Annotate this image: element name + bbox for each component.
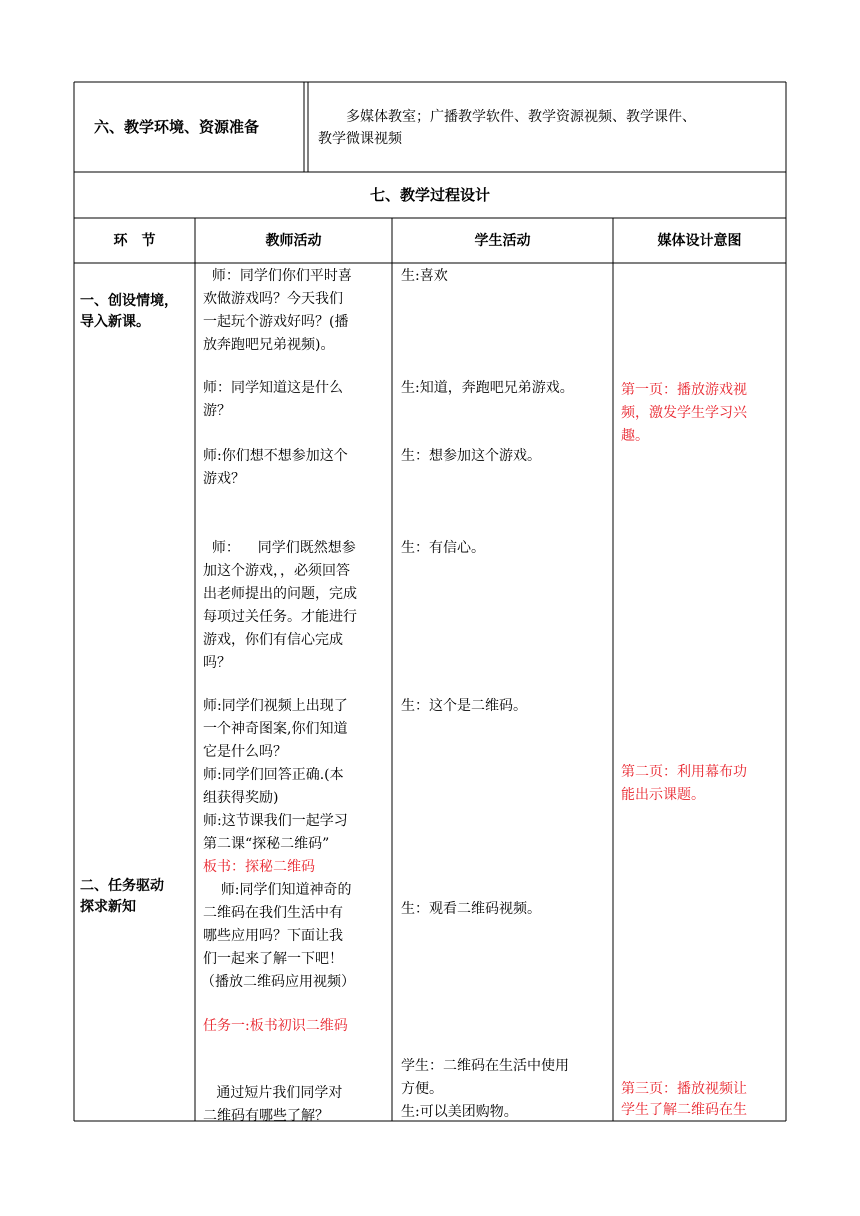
teacher-p8-line-1: 通过短片我们同学对 xyxy=(203,1085,343,1101)
teacher-p6-line-1: 师:同学们知道神奇的 xyxy=(203,882,352,898)
teacher-p1-line-2: 欢做游戏吗？今天我们 xyxy=(203,291,343,307)
teacher-p1-line-1: 师：同学们你们平时喜 xyxy=(203,268,352,284)
teacher-p5-line-1: 师:同学们视频上出现了 xyxy=(203,698,348,714)
teacher-p5-line-3: 它是什么吗？ xyxy=(203,744,287,760)
teacher-p5-line-6: 师:这节课我们一起学习 xyxy=(203,813,348,829)
teacher-p8-line-2: 二维码有哪些了解？ xyxy=(203,1108,329,1124)
media-m2-line-2: 能出示课题。 xyxy=(621,787,705,803)
teacher-p1-line-4: 放奔跑吧兄弟视频)。 xyxy=(203,337,335,353)
teacher-p5-line-4: 师:同学们回答正确.(本 xyxy=(203,767,344,783)
stage-2-line-1: 二、任务驱动 xyxy=(80,878,164,894)
teacher-p6-line-5: （播放二维码应用视频） xyxy=(201,974,355,990)
teacher-p5-line-2: 一个神奇图案,你们知道 xyxy=(203,721,348,737)
student-a5: 生：这个是二维码。 xyxy=(401,698,527,714)
teacher-p2-line-1: 师：同学知道这是什么 xyxy=(203,380,343,396)
env-label: 六、教学环境、资源准备 xyxy=(94,118,260,136)
student-a7-line-1: 学生：二维码在生活中使用 xyxy=(401,1058,569,1074)
student-a3: 生：想参加这个游戏。 xyxy=(401,448,541,464)
teacher-p3-line-1: 师:你们想不想参加这个 xyxy=(203,448,348,464)
header-teacher: 教师活动 xyxy=(265,233,322,249)
teacher-p4-line-2: 加这个游戏，，必须回答 xyxy=(203,563,350,579)
media-m1-line-3: 趣。 xyxy=(621,428,649,444)
media-m3-line-1: 第三页：播放视频让 xyxy=(621,1081,747,1097)
header-student: 学生活动 xyxy=(474,233,531,249)
teacher-task-one: 任务一:板书初识二维码 xyxy=(203,1018,348,1034)
student-a4: 生：有信心。 xyxy=(401,540,485,556)
media-m1-line-2: 频，激发学生学习兴 xyxy=(621,405,747,421)
student-a2: 生:知道，奔跑吧兄弟游戏。 xyxy=(401,380,574,396)
process-title: 七、教学过程设计 xyxy=(369,186,490,204)
media-m2-line-1: 第二页：利用幕布功 xyxy=(621,764,747,780)
teacher-p6-line-4: 们一起来了解一下吧！ xyxy=(203,951,343,967)
stage-2-line-2: 探求新知 xyxy=(80,899,136,915)
teacher-p6-line-2: 二维码在我们生活中有 xyxy=(203,905,343,921)
env-content-line-2: 教学微课视频 xyxy=(318,131,402,147)
teacher-board-title: 板书：探秘二维码 xyxy=(203,859,315,875)
media-m1-line-1: 第一页：播放游戏视 xyxy=(621,382,747,398)
teacher-p3-line-2: 游戏？ xyxy=(203,471,245,487)
header-stage: 环 节 xyxy=(113,233,156,249)
teacher-p6-line-3: 哪些应用吗？下面让我 xyxy=(203,928,343,944)
teacher-p4-line-4: 每项过关任务。才能进行 xyxy=(203,609,357,625)
teacher-p4-line-3: 出老师提出的问题，完成 xyxy=(203,586,357,602)
teacher-p5-line-5: 组获得奖励) xyxy=(203,790,279,806)
teacher-p4-line-6: 吗？ xyxy=(203,655,231,671)
teacher-p1-line-3: 一起玩个游戏好吗？(播 xyxy=(203,314,349,330)
media-m3-line-2: 学生了解二维码在生 xyxy=(621,1102,747,1118)
student-a7-line-3: 生:可以美团购物。 xyxy=(401,1104,518,1120)
teacher-p5-line-7: 第二课“探秘二维码” xyxy=(203,836,330,852)
stage-1-line-2: 导入新课。 xyxy=(80,314,150,330)
header-media: 媒体设计意图 xyxy=(657,233,742,249)
env-content-line-1: 多媒体教室；广播教学软件、教学资源视频、教学课件、 xyxy=(346,109,696,125)
student-a1: 生:喜欢 xyxy=(401,268,448,284)
teacher-p4-line-1: 师： 同学们既然想参 xyxy=(203,540,356,556)
teacher-p2-line-2: 游？ xyxy=(203,403,231,419)
student-a6: 生：观看二维码视频。 xyxy=(401,901,541,917)
teacher-p4-line-5: 游戏，你们有信心完成 xyxy=(203,632,343,648)
student-a7-line-2: 方便。 xyxy=(401,1081,443,1097)
stage-1-line-1: 一、创设情境， xyxy=(80,293,178,309)
